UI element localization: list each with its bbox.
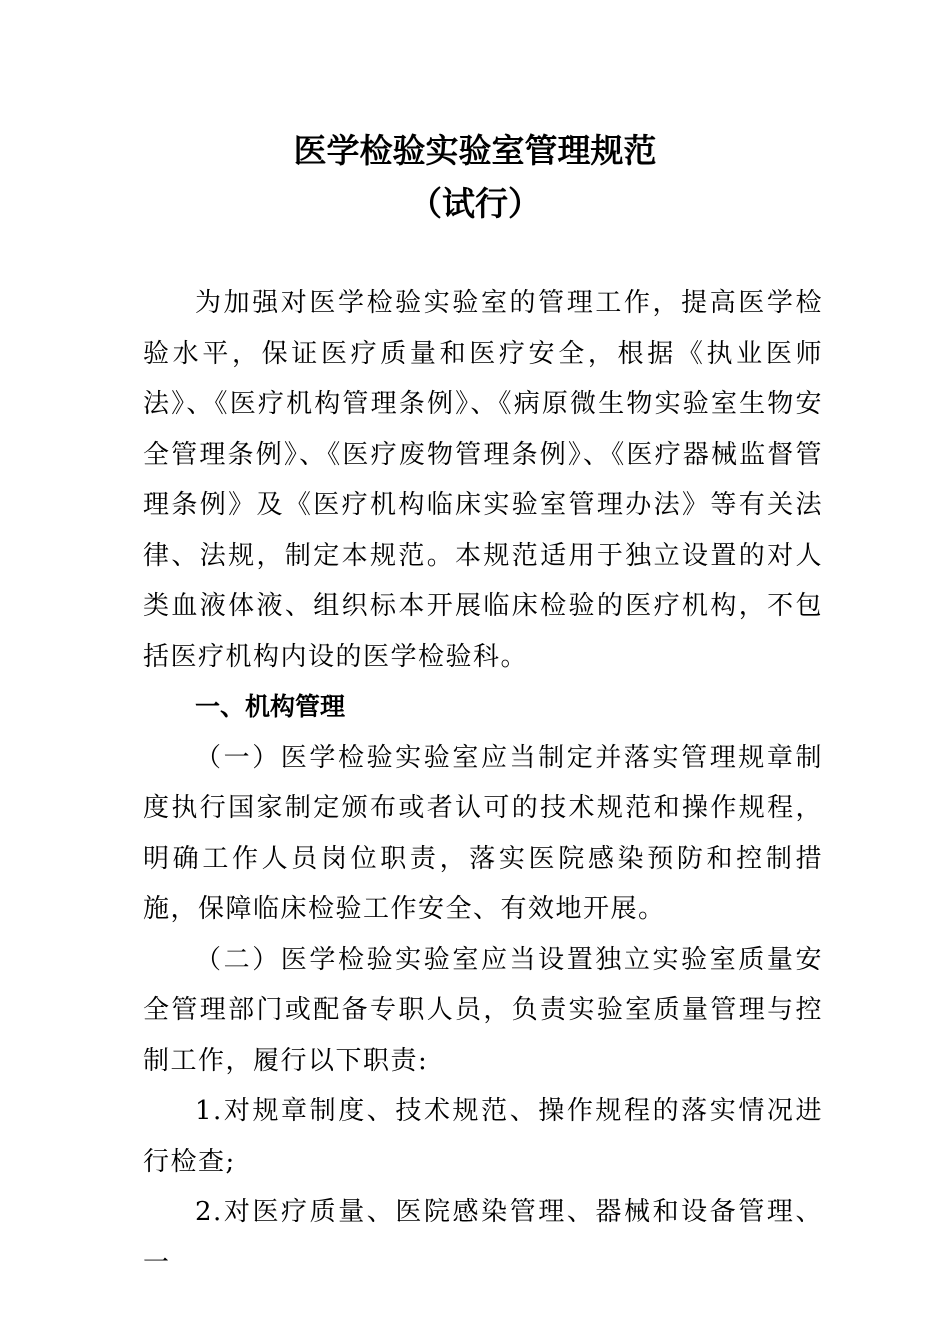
section-paragraph-2: （二）医学检验实验室应当设置独立实验室质量安全管理部门或配备专职人员，负责实验室质量管理与控制工作，履行以下职责: (143, 944, 823, 1076)
list-item-1: 1.对规章制度、技术规范、操作规程的落实情况进行检查; (143, 1096, 823, 1177)
section-heading: 一、机构管理 (195, 692, 346, 721)
document-subtitle: （试行） (409, 184, 541, 223)
intro-paragraph: 为加强对医学检验实验室的管理工作，提高医学检验水平，保证医疗质量和医疗安全，根据《执业医师法》、《医疗机构管理条例》、《病原微生物实验室生物安全管理条例》、《医疗废物管理条例》、《医疗器械监督管理条例》及《医疗机构临床实验室管理办法》等有关法律、法规，制定本规范。本规范适用于独立设置的对人类血液体液、组织标本开展临床检验的医疗机构，不包括医疗机构内设的医学检验科。 (143, 288, 823, 672)
list-item-2: 2.对医疗质量、医院感染管理、器械和设备管理、一 (143, 1197, 823, 1278)
document-body (143, 278, 823, 1288)
document-title: 医学检验实验室管理规范 (293, 131, 657, 170)
section-paragraph-1: （一）医学检验实验室应当制定并落实管理规章制度执行国家制定颁布或者认可的技术规范和操作规程，明确工作人员岗位职责，落实医院感染预防和控制措施，保障临床检验工作安全、有效地开展。 (143, 742, 823, 924)
